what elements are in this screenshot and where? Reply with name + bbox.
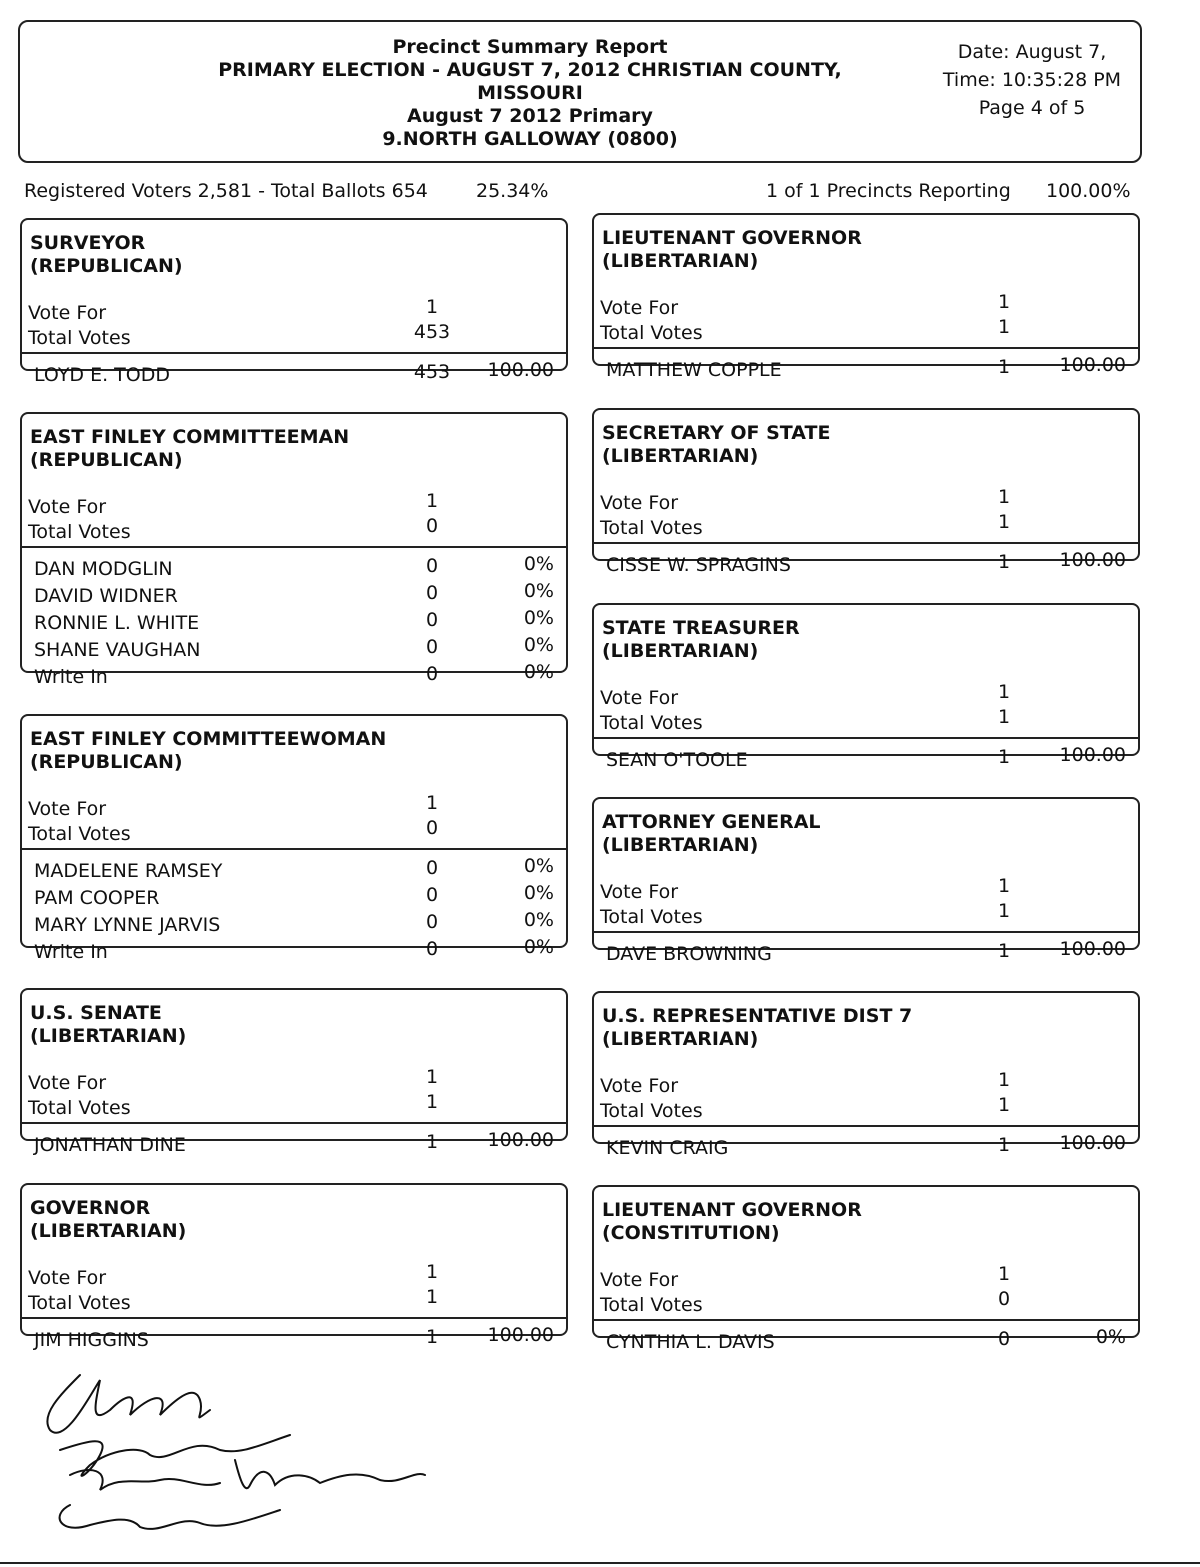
total-votes-label: Total Votes — [600, 1294, 703, 1316]
candidate-pct: 0% — [1095, 1326, 1126, 1348]
total-votes-value: 1 — [997, 900, 1011, 922]
candidate-pct: 0% — [523, 634, 554, 656]
title-line-1: Precinct Summary Report — [392, 36, 668, 58]
candidate-votes: 0 — [425, 938, 439, 960]
total-votes-value: 1 — [997, 511, 1011, 533]
vote-for-label: Vote For — [28, 798, 107, 820]
candidate-name: SEAN O'TOOLE — [606, 749, 748, 771]
race-title: GOVERNOR (LIBERTARIAN) — [30, 1197, 187, 1242]
candidate-name: MATTHEW COPPLE — [606, 359, 782, 381]
race-box — [592, 1185, 1140, 1353]
candidate-pct: 0% — [523, 909, 554, 931]
total-votes-label: Total Votes — [600, 517, 703, 539]
race-title: STATE TREASURER (LIBERTARIAN) — [602, 617, 800, 662]
race-divider — [594, 737, 1138, 739]
candidate-name: MARY LYNNE JARVIS — [34, 914, 221, 936]
vote-for-value: 1 — [425, 296, 439, 318]
candidate-votes: 0 — [425, 609, 439, 631]
total-votes-value: 1 — [425, 1286, 439, 1308]
race-title: EAST FINLEY COMMITTEEWOMAN (REPUBLICAN) — [30, 728, 387, 773]
candidate-votes: 1 — [997, 356, 1011, 378]
race-divider — [22, 1122, 566, 1124]
race-divider — [22, 848, 566, 850]
total-votes-value: 1 — [997, 706, 1011, 728]
candidate-pct: 100.00 — [487, 1129, 554, 1151]
candidate-name: CYNTHIA L. DAVIS — [606, 1331, 775, 1353]
candidate-votes: 0 — [997, 1328, 1011, 1350]
race-title: LIEUTENANT GOVERNOR (CONSTITUTION) — [602, 1199, 862, 1244]
vote-for-value: 1 — [997, 1069, 1011, 1091]
vote-for-value: 1 — [997, 291, 1011, 313]
candidate-pct: 100.00 — [1059, 744, 1126, 766]
candidate-name: RONNIE L. WHITE — [34, 612, 200, 634]
vote-for-label: Vote For — [600, 1075, 679, 1097]
total-votes-label: Total Votes — [28, 521, 131, 543]
race-divider — [594, 347, 1138, 349]
candidate-name: DAVID WIDNER — [34, 585, 178, 607]
race-divider — [594, 931, 1138, 933]
precincts-reporting: 1 of 1 Precincts Reporting — [766, 180, 1011, 202]
vote-for-label: Vote For — [28, 1072, 107, 1094]
page-bottom-rule — [0, 1562, 1200, 1564]
race-title: U.S. SENATE (LIBERTARIAN) — [30, 1002, 187, 1047]
signatures — [20, 1355, 440, 1555]
total-votes-label: Total Votes — [600, 322, 703, 344]
race-title: U.S. REPRESENTATIVE DIST 7 (LIBERTARIAN) — [602, 1005, 913, 1050]
race-box — [592, 797, 1140, 965]
vote-for-value: 1 — [997, 486, 1011, 508]
candidate-name: KEVIN CRAIG — [606, 1137, 729, 1159]
total-votes-label: Total Votes — [600, 712, 703, 734]
report-time: Time: 10:35:28 PM — [942, 69, 1122, 91]
total-votes-value: 1 — [997, 1094, 1011, 1116]
race-box — [20, 412, 568, 688]
total-votes-value: 1 — [997, 316, 1011, 338]
candidate-pct: 0% — [523, 607, 554, 629]
candidate-votes: 0 — [425, 857, 439, 879]
registered-voters: Registered Voters 2,581 - Total Ballots 654 — [24, 180, 428, 202]
candidate-name: MADELENE RAMSEY — [34, 860, 223, 882]
vote-for-label: Vote For — [28, 496, 107, 518]
race-title: LIEUTENANT GOVERNOR (LIBERTARIAN) — [602, 227, 862, 272]
race-box — [592, 603, 1140, 771]
total-votes-value: 1 — [425, 1091, 439, 1113]
candidate-votes: 1 — [997, 551, 1011, 573]
vote-for-value: 1 — [997, 875, 1011, 897]
report-date: Date: August 7, — [957, 41, 1107, 63]
candidate-votes: 1 — [997, 1134, 1011, 1156]
total-votes-value: 0 — [425, 515, 439, 537]
race-box — [20, 988, 568, 1156]
title-line-2: PRIMARY ELECTION - AUGUST 7, 2012 CHRISTIAN COUNTY, — [218, 59, 842, 81]
title-line-4: August 7 2012 Primary — [407, 105, 653, 127]
vote-for-label: Vote For — [28, 1267, 107, 1289]
vote-for-label: Vote For — [600, 687, 679, 709]
race-box — [592, 991, 1140, 1159]
race-box — [20, 1183, 568, 1351]
vote-for-value: 1 — [997, 681, 1011, 703]
race-divider — [594, 1125, 1138, 1127]
candidate-votes: 1 — [425, 1326, 439, 1348]
race-divider — [22, 352, 566, 354]
total-votes-label: Total Votes — [28, 1292, 131, 1314]
total-votes-value: 453 — [413, 321, 451, 343]
race-box — [592, 408, 1140, 576]
candidate-name: Write In — [34, 941, 108, 963]
vote-for-label: Vote For — [600, 492, 679, 514]
report-page: Page 4 of 5 — [978, 97, 1086, 119]
candidate-votes: 1 — [425, 1131, 439, 1153]
candidate-name: SHANE VAUGHAN — [34, 639, 201, 661]
vote-for-value: 1 — [425, 792, 439, 814]
report-meta — [932, 38, 1132, 122]
candidate-pct: 0% — [523, 661, 554, 683]
race-title: ATTORNEY GENERAL (LIBERTARIAN) — [602, 811, 821, 856]
candidate-pct: 0% — [523, 855, 554, 877]
race-divider — [22, 1317, 566, 1319]
candidate-pct: 100.00 — [1059, 549, 1126, 571]
vote-for-label: Vote For — [28, 302, 107, 324]
vote-for-label: Vote For — [600, 881, 679, 903]
race-divider — [22, 546, 566, 548]
candidate-name: JIM HIGGINS — [34, 1329, 149, 1351]
candidate-name: DAVE BROWNING — [606, 943, 772, 965]
candidate-pct: 0% — [523, 882, 554, 904]
title-line-5: 9.NORTH GALLOWAY (0800) — [382, 128, 678, 150]
candidate-pct: 0% — [523, 936, 554, 958]
race-divider — [594, 542, 1138, 544]
vote-for-value: 1 — [425, 1261, 439, 1283]
report-title — [170, 36, 890, 151]
vote-for-value: 1 — [425, 490, 439, 512]
total-votes-label: Total Votes — [28, 1097, 131, 1119]
candidate-pct: 100.00 — [487, 1324, 554, 1346]
race-title: SECRETARY OF STATE (LIBERTARIAN) — [602, 422, 831, 467]
race-title: SURVEYOR (REPUBLICAN) — [30, 232, 183, 277]
candidate-votes: 1 — [997, 940, 1011, 962]
candidate-name: DAN MODGLIN — [34, 558, 173, 580]
total-votes-label: Total Votes — [600, 1100, 703, 1122]
vote-for-label: Vote For — [600, 297, 679, 319]
candidate-votes: 453 — [413, 361, 451, 383]
candidate-votes: 0 — [425, 636, 439, 658]
candidate-votes: 0 — [425, 884, 439, 906]
candidate-name: CISSE W. SPRAGINS — [606, 554, 791, 576]
candidate-pct: 100.00 — [1059, 938, 1126, 960]
vote-for-value: 1 — [997, 1263, 1011, 1285]
total-votes-label: Total Votes — [28, 327, 131, 349]
total-votes-value: 0 — [997, 1288, 1011, 1310]
candidate-pct: 100.00 — [1059, 1132, 1126, 1154]
race-title: EAST FINLEY COMMITTEEMAN (REPUBLICAN) — [30, 426, 350, 471]
candidate-name: PAM COOPER — [34, 887, 160, 909]
total-votes-label: Total Votes — [28, 823, 131, 845]
candidate-name: Write In — [34, 666, 108, 688]
vote-for-value: 1 — [425, 1066, 439, 1088]
candidate-name: LOYD E. TODD — [34, 364, 171, 386]
candidate-votes: 0 — [425, 555, 439, 577]
race-box — [592, 213, 1140, 381]
candidate-pct: 0% — [523, 580, 554, 602]
candidate-pct: 100.00 — [487, 359, 554, 381]
candidate-votes: 1 — [997, 746, 1011, 768]
title-line-3: MISSOURI — [477, 82, 583, 104]
race-box — [20, 218, 568, 386]
candidate-votes: 0 — [425, 911, 439, 933]
candidate-votes: 0 — [425, 582, 439, 604]
race-box — [20, 714, 568, 963]
report-header — [18, 20, 1142, 163]
total-votes-value: 0 — [425, 817, 439, 839]
candidate-pct: 100.00 — [1059, 354, 1126, 376]
precincts-reporting-pct: 100.00% — [1046, 180, 1131, 202]
total-votes-label: Total Votes — [600, 906, 703, 928]
candidate-pct: 0% — [523, 553, 554, 575]
turnout-pct: 25.34% — [476, 180, 549, 202]
candidate-name: JONATHAN DINE — [34, 1134, 186, 1156]
vote-for-label: Vote For — [600, 1269, 679, 1291]
race-divider — [594, 1319, 1138, 1321]
candidate-votes: 0 — [425, 663, 439, 685]
